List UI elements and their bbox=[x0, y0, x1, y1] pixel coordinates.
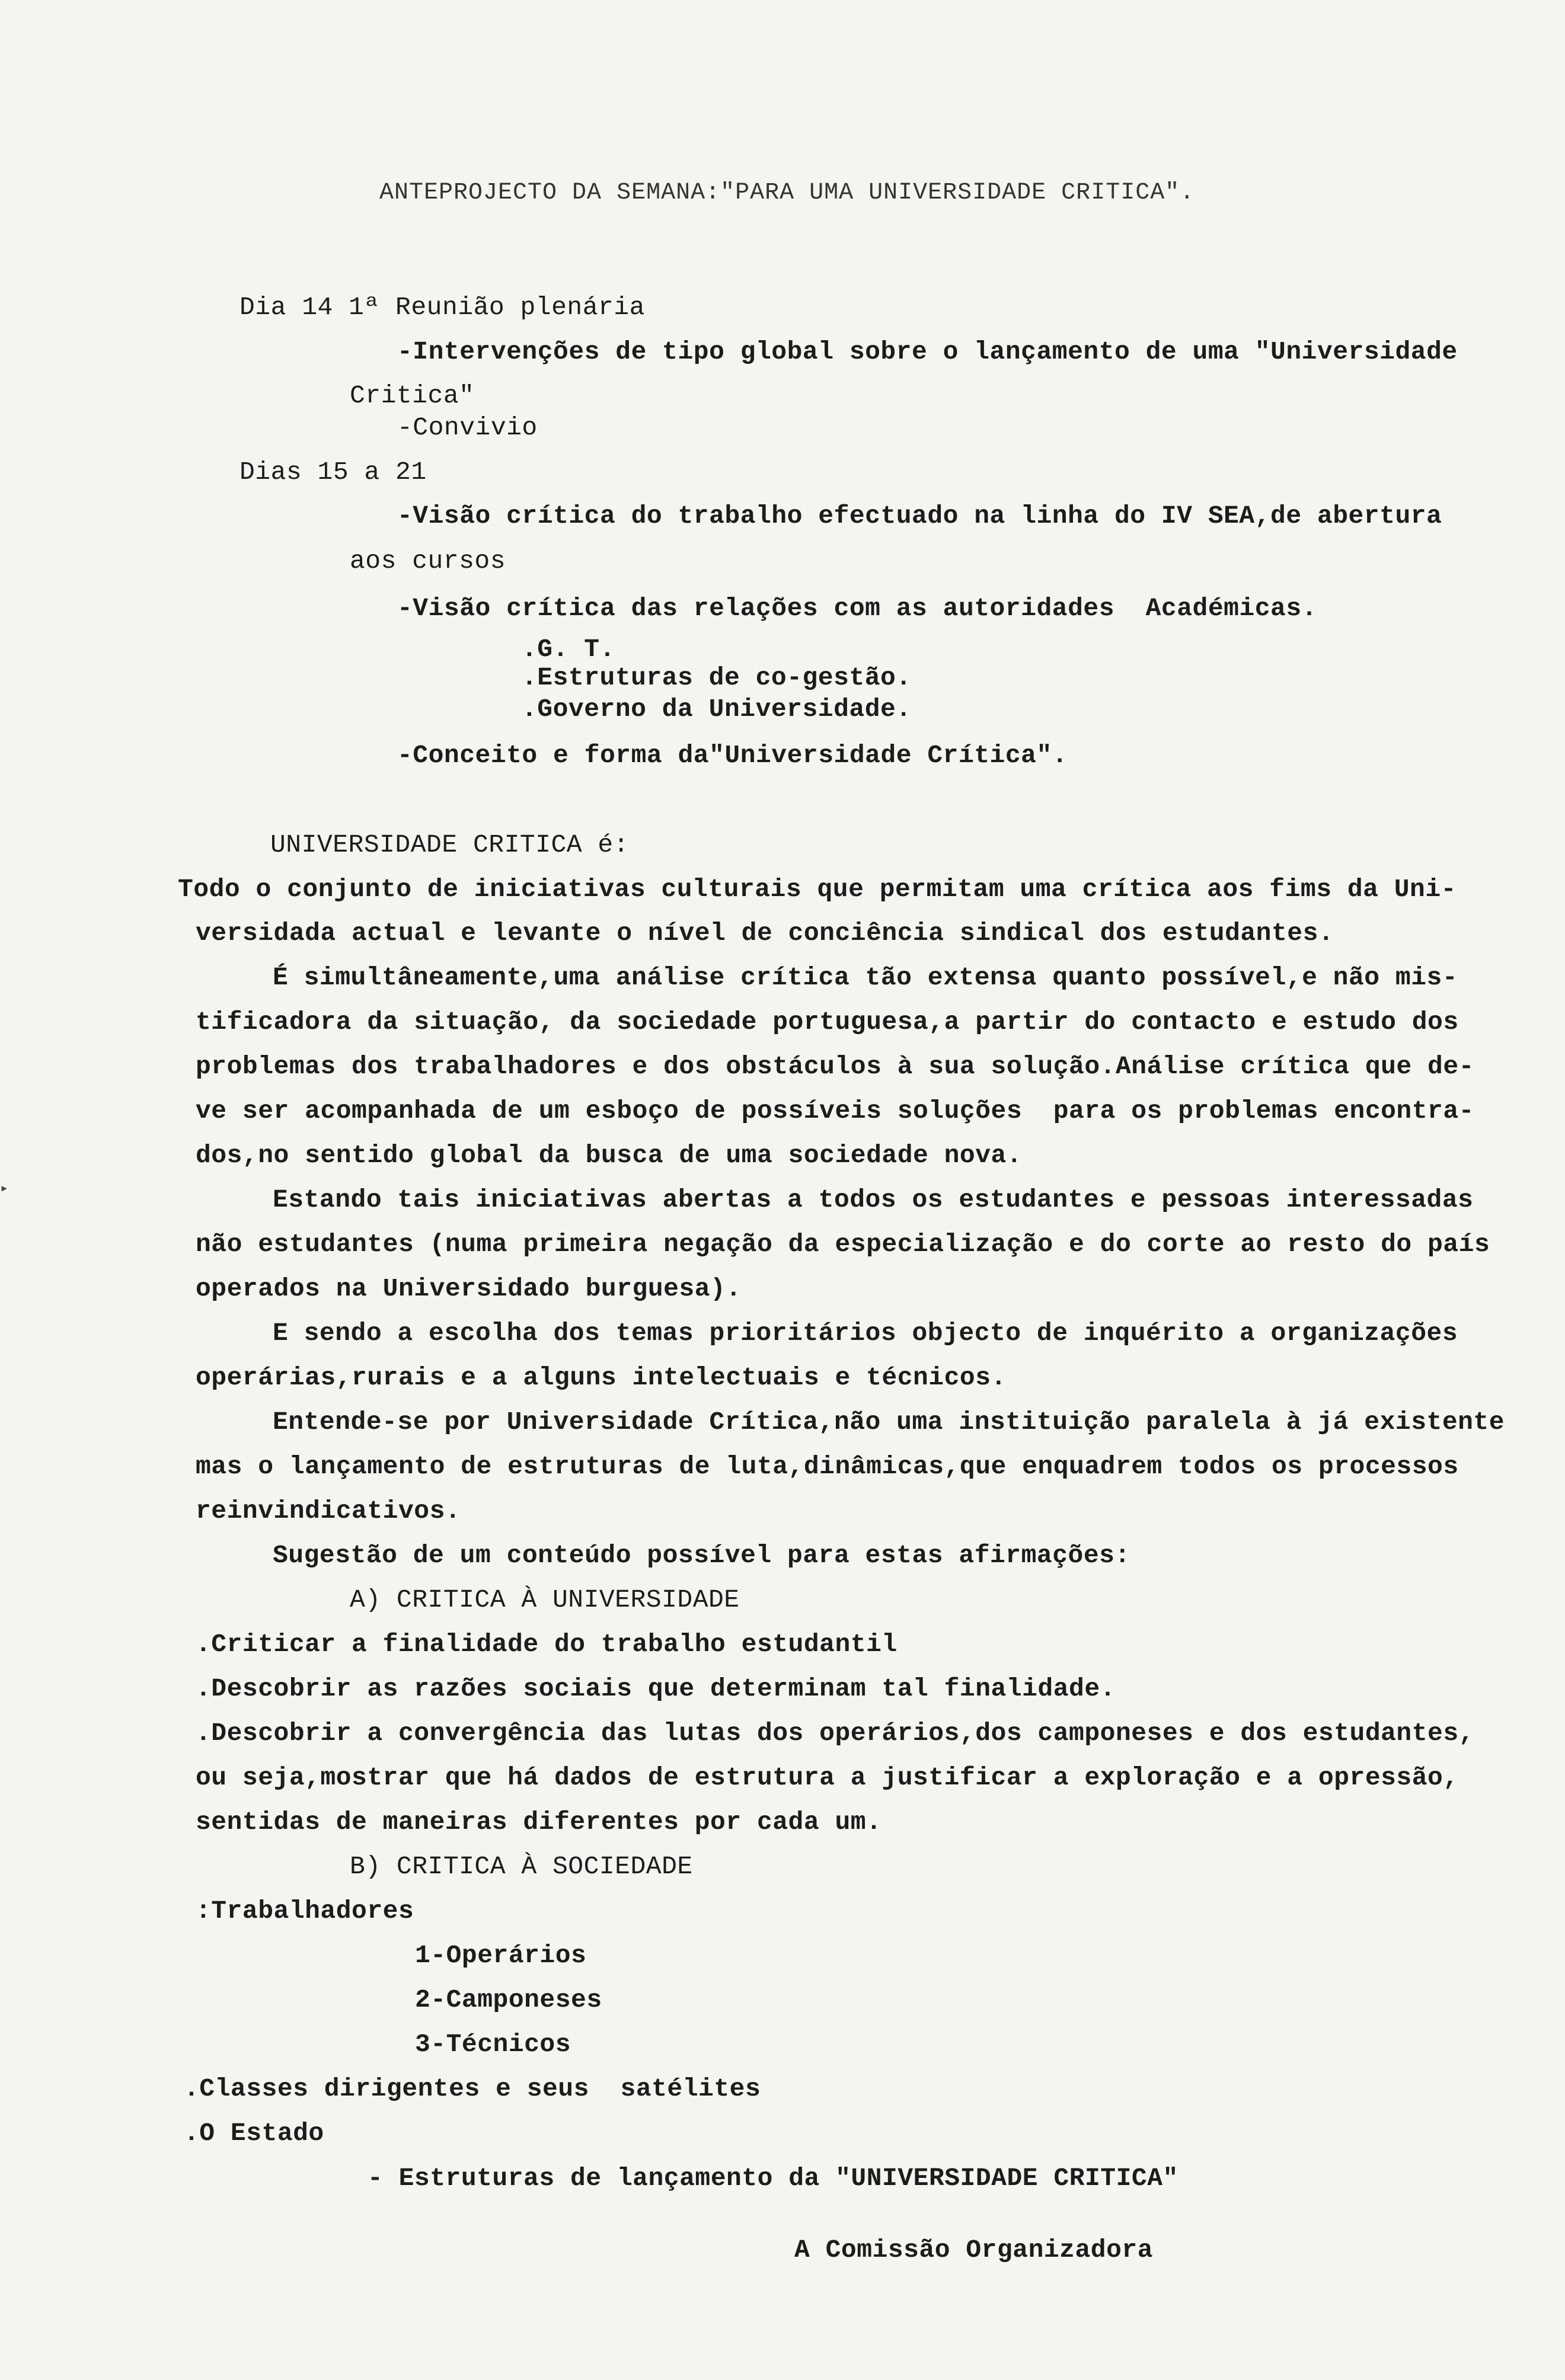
schedule-line: -Visão crítica das relações com as autoridades Académicas. bbox=[397, 594, 1317, 623]
signature: A Comissão Organizadora bbox=[794, 2235, 1153, 2264]
schedule-line: -Visão crítica do trabalho efectuado na linha do IV SEA,de abertura bbox=[397, 501, 1442, 530]
worker-item: 1-Operários bbox=[415, 1941, 587, 1970]
body-line: É simultâneamente,uma análise crítica tão extensa quanto possível,e não mis- bbox=[273, 963, 1458, 992]
section-b-heading: B) CRITICA À SOCIEDADE bbox=[350, 1852, 693, 1881]
schedule-line: .Estruturas de co-gestão. bbox=[522, 663, 912, 692]
section-a-item: .Criticar a finalidade do trabalho estudantil bbox=[196, 1630, 898, 1659]
body-line: problemas dos trabalhadores e dos obstáculos à sua solução.Análise crítica que de- bbox=[196, 1052, 1474, 1081]
definition-heading: UNIVERSIDADE CRITICA é: bbox=[270, 830, 629, 859]
body-line: Sugestão de um conteúdo possível para estas afirmações: bbox=[273, 1541, 1130, 1570]
section-a-item: .Descobrir as razões sociais que determinam tal finalidade. bbox=[196, 1674, 1116, 1703]
body-line: operados na Universidado burguesa). bbox=[196, 1274, 742, 1303]
schedule-line: aos cursos bbox=[350, 546, 506, 575]
worker-item: 3-Técnicos bbox=[415, 2030, 571, 2059]
schedule-line: .Governo da Universidade. bbox=[522, 695, 912, 724]
body-line: mas o lançamento de estruturas de luta,dinâmicas,que enquadrem todos os processos bbox=[196, 1452, 1459, 1481]
closing-line: - Estruturas de lançamento da "UNIVERSIDADE CRITICA" bbox=[368, 2164, 1178, 2193]
workers-label: :Trabalhadores bbox=[196, 1896, 414, 1925]
schedule-line: -Conceito e forma da"Universidade Crítica". bbox=[397, 741, 1068, 770]
section-a-heading: A) CRITICA À UNIVERSIDADE bbox=[350, 1585, 740, 1614]
schedule-line: -Intervenções de tipo global sobre o lançamento de uma "Universidade bbox=[397, 337, 1458, 366]
body-line: Todo o conjunto de iniciativas culturais que permitam uma crítica aos fims da Uni- bbox=[178, 875, 1457, 904]
body-line: tificadora da situação, da sociedade portuguesa,a partir do contacto e estudo dos bbox=[196, 1007, 1459, 1037]
schedule-line: -Convivio bbox=[397, 413, 538, 442]
section-b-item: .O Estado bbox=[184, 2119, 324, 2148]
section-b-item: .Classes dirigentes e seus satélites bbox=[184, 2074, 761, 2103]
schedule-line: Dias 15 a 21 bbox=[239, 458, 427, 487]
body-line: E sendo a escolha dos temas prioritários objecto de inquérito a organizações bbox=[273, 1319, 1458, 1348]
schedule-line: Dia 14 1ª Reunião plenária bbox=[239, 293, 645, 322]
worker-item: 2-Camponeses bbox=[415, 1985, 602, 2014]
section-a-item: .Descobrir a convergência das lutas dos operários,dos camponeses e dos estudantes, bbox=[196, 1719, 1474, 1748]
body-line: dos,no sentido global da busca de uma sociedade nova. bbox=[196, 1141, 1023, 1170]
schedule-line: .G. T. bbox=[522, 635, 615, 664]
body-line: Entende-se por Universidade Crítica,não uma instituição paralela à já existente bbox=[273, 1407, 1505, 1437]
schedule-line: Critica" bbox=[350, 381, 475, 410]
body-line: ve ser acompanhada de um esboço de possíveis soluções para os problemas encontra- bbox=[196, 1096, 1474, 1125]
body-line: operárias,rurais e a alguns intelectuais e técnicos. bbox=[196, 1363, 1007, 1392]
document-title: ANTEPROJECTO DA SEMANA:"PARA UMA UNIVERSIDADE CRITICA". bbox=[379, 180, 1195, 206]
body-line: reinvindicativos. bbox=[196, 1496, 461, 1525]
body-line: Estando tais iniciativas abertas a todos os estudantes e pessoas interessadas bbox=[273, 1185, 1474, 1214]
section-a-item: sentidas de maneiras diferentes por cada um. bbox=[196, 1808, 882, 1837]
margin-mark-icon: ▸ bbox=[0, 1181, 9, 1197]
section-a-item: ou seja,mostrar que há dados de estrutura a justificar a exploração e a opressão, bbox=[196, 1763, 1459, 1792]
body-line: não estudantes (numa primeira negação da especialização e do corte ao resto do país bbox=[196, 1230, 1490, 1259]
body-line: versidada actual e levante o nível de conciência sindical dos estudantes. bbox=[196, 919, 1334, 948]
